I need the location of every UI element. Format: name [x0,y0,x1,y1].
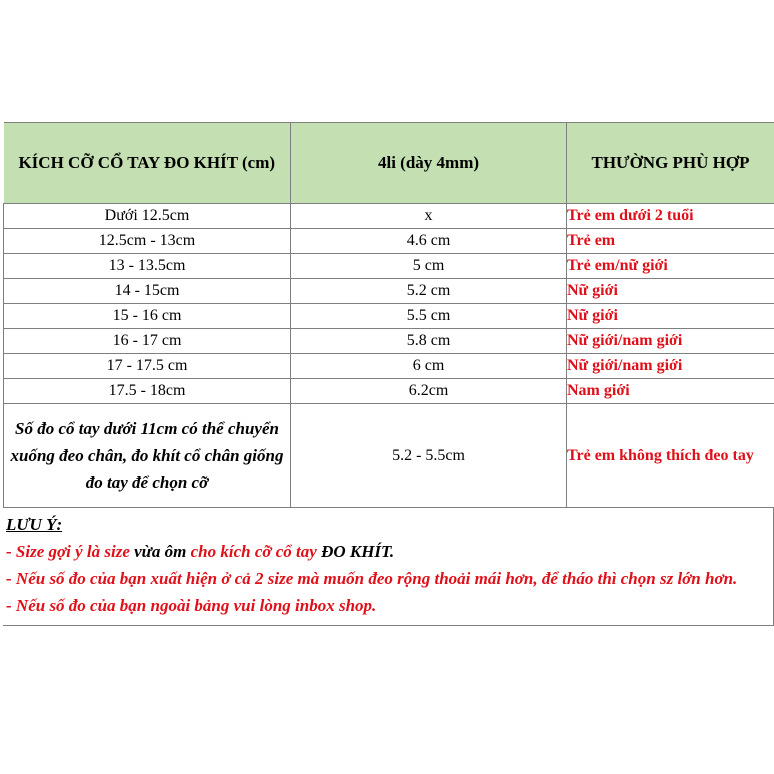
notes-section [3,508,774,626]
suitable-for-cell: Trẻ em/nữ giới [567,254,774,279]
note-line-1-part-c: cho kích cỡ cổ tay [186,542,322,561]
wrist-size-cell: 16 - 17 cm [4,329,291,354]
bracelet-size-cell: 5.2 cm [291,279,567,304]
column-header-suitable-for: THƯỜNG PHÙ HỢP [567,123,774,204]
note-line-1-part-b: vừa ôm [134,542,187,561]
notes-title: LƯU Ý: [6,515,63,534]
ankle-note-cell: Số đo cổ tay dưới 11cm có thể chuyển xuống đeo chân, đo khít cổ chân giống đo tay để chọn cỡ [4,404,291,508]
bracelet-size-cell: 6 cm [291,354,567,379]
bracelet-size-cell: 5.8 cm [291,329,567,354]
suitable-for-cell: Trẻ em dưới 2 tuổi [567,204,774,229]
column-header-thickness: 4li (dày 4mm) [291,123,567,204]
suitable-for-cell: Nữ giới/nam giới [567,354,774,379]
column-header-wrist-size: KÍCH CỠ CỔ TAY ĐO KHÍT (cm) [4,123,291,204]
table-row [4,379,774,404]
wrist-size-cell: 13 - 13.5cm [4,254,291,279]
note-line-1 [6,538,773,565]
size-chart [3,122,774,626]
wrist-size-cell: 12.5cm - 13cm [4,229,291,254]
table-row [4,329,774,354]
bracelet-size-cell: 5.2 - 5.5cm [291,404,567,508]
note-line-1-part-a: - Size gợi ý là size [6,542,135,561]
note-line-1-part-d: ĐO KHÍT. [321,542,395,561]
note-line-3: - Nếu số đo của bạn ngoài bảng vui lòng inbox shop. [6,596,377,615]
bracelet-size-cell: x [291,204,567,229]
suitable-for-cell: Trẻ em [567,229,774,254]
table-row [4,354,774,379]
bracelet-size-cell: 4.6 cm [291,229,567,254]
table-row [4,204,774,229]
ankle-note-row [4,404,774,508]
suitable-for-cell: Nữ giới/nam giới [567,329,774,354]
suitable-for-cell: Trẻ em không thích đeo tay [567,404,774,508]
table-header-row [4,123,774,204]
table-row [4,229,774,254]
size-table [3,122,774,508]
wrist-size-cell: 17 - 17.5 cm [4,354,291,379]
table-row [4,279,774,304]
table-row [4,304,774,329]
suitable-for-cell: Nữ giới [567,304,774,329]
bracelet-size-cell: 5 cm [291,254,567,279]
table-row [4,254,774,279]
suitable-for-cell: Nữ giới [567,279,774,304]
suitable-for-cell: Nam giới [567,379,774,404]
wrist-size-cell: Dưới 12.5cm [4,204,291,229]
note-line-2: - Nếu số đo của bạn xuất hiện ở cả 2 size mà muốn đeo rộng thoải mái hơn, để tháo thì chọn sz lớn hơn. [6,569,738,588]
wrist-size-cell: 17.5 - 18cm [4,379,291,404]
wrist-size-cell: 14 - 15cm [4,279,291,304]
bracelet-size-cell: 6.2cm [291,379,567,404]
wrist-size-cell: 15 - 16 cm [4,304,291,329]
bracelet-size-cell: 5.5 cm [291,304,567,329]
